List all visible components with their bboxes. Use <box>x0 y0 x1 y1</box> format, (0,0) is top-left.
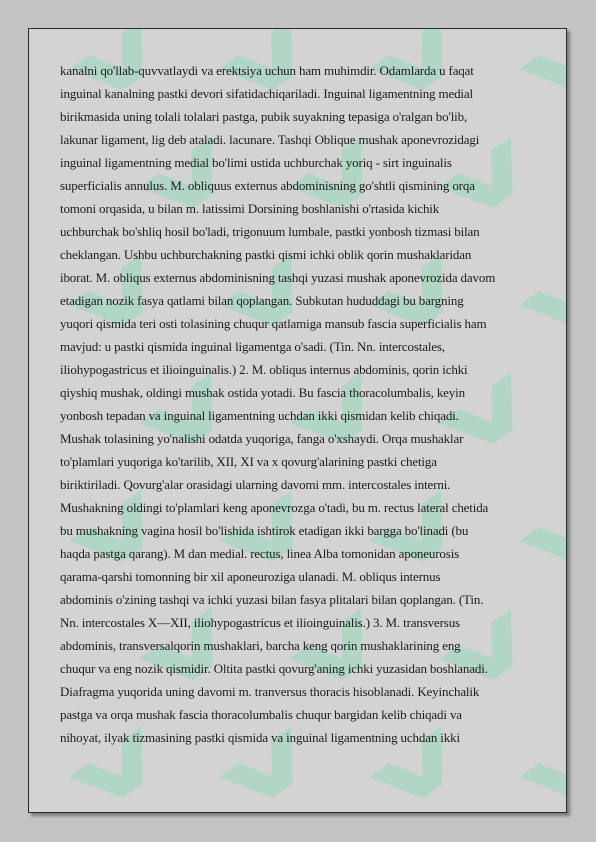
text-line: iliohypogastricus et ilioinguinalis.) 2. M. obliqus internus abdominis, qorin ichki <box>60 362 468 377</box>
text-line: Diafragma yuqorida uning davomi m. tranversus thoracis hisoblanadi. Keyinchalik <box>60 684 480 699</box>
text-line: Mushak tolasining yo'nalishi odatda yuqoriga, fanga o'xshaydi. Orqa mushaklar <box>60 431 464 446</box>
text-line: qiyshiq mushak, oldingi mushak ostida yotadi. Bu fascia thoracolumbalis, keyin <box>60 385 465 400</box>
text-line: cheklangan. Ushbu uchburchakning pastki qismi ichki oblik qorin mushaklaridan <box>60 247 472 262</box>
text-line: bu mushakning vagina hosil bo'lishida ishtirok etadigan ikki bargga bo'linadi (bu <box>60 523 469 538</box>
text-line: kanalni qo'llab-quvvatlaydi va erektsiya uchun ham muhimdir. Odamlarda u faqat <box>60 63 474 78</box>
text-line: inguinal ligamentning medial bo'limi ustida uchburchak yoriq - sirt inguinalis <box>60 155 452 170</box>
text-line: pastga va orqa mushak fascia thoracolumbalis chuqur bargidan kelib chiqadi va <box>60 707 462 722</box>
text-line: qarama-qarshi tomonning bir xil aponeuroziga ulanadi. M. obliqus internus <box>60 569 441 584</box>
text-line: birikmasida uning tolali tolalari pastga, pubik suyakning tepasiga o'ralgan bo'lib, <box>60 109 468 124</box>
text-line: haqda pastga qarang). M dan medial. rectus, linea Alba tomonidan aponeurosis <box>60 546 460 561</box>
text-line: uchburchak bo'shliq hosil bo'ladi, trigonuum lumbale, pastki yonbosh tizmasi bilan <box>60 224 480 239</box>
text-line: mavjud: u pastki qismida inguinal ligamentga o'sadi. (Tin. Nn. intercostales, <box>60 339 445 354</box>
document-page <box>28 28 567 813</box>
text-line: to'plamlari yuqoriga ko'tarilib, XII, XI va x qovurg'alarining pastki chetiga <box>60 454 437 469</box>
text-line: chuqur va eng nozik qismidir. Oltita pastki qovurg'aning ichki yuzasidan boshlanadi. <box>60 661 488 676</box>
text-line: yonbosh tepadan va inguinal ligamentning uchdan ikki qismidan kelib chiqadi. <box>60 408 459 423</box>
text-line: Mushakning oldingi to'plamlari keng aponevrozga o'tadi, bu m. rectus lateral chetida <box>60 500 489 515</box>
text-line: abdominis, transversalqorin mushaklari, barcha keng qorin mushaklarining eng <box>60 638 461 653</box>
text-line: inguinal kanalning pastki devori sifatidachiqariladi. Inguinal ligamentning medial <box>60 86 473 101</box>
body-text <box>60 59 540 749</box>
text-line: tomoni orqasida, u bilan m. latissimi Dorsining boshlanishi o'rtasida kichik <box>60 201 440 216</box>
text-line: nihoyat, ilyak tizmasining pastki qismida va inguinal ligamentning uchdan ikki <box>60 730 460 745</box>
text-line: abdominis o'zining tashqi va ichki yuzasi bilan fasya plitalari bilan qoplangan. (Tin. <box>60 592 484 607</box>
text-line: etadigan nozik fasya qatlami bilan qoplangan. Subkutan hududdagi bu bargning <box>60 293 464 308</box>
text-line: yuqori qismida teri osti tolasining chuqur qatlamiga mansub fascia superficialis ham <box>60 316 487 331</box>
text-line: superficialis annulus. M. obliquus externus abdominisning go'shtli qismining orqa <box>60 178 475 193</box>
text-line: biriktiriladi. Qovurg'alar orasidagi ularning davomi mm. intercostales interni. <box>60 477 451 492</box>
text-line: Nn. intercostales X—XII, iliohypogastricus et ilioinguinalis.) 3. M. transversus <box>60 615 460 630</box>
text-line: iborat. M. obliqus externus abdominisning tashqi yuzasi mushak aponevrozida davom <box>60 270 496 285</box>
text-line: lakunar ligament, lig deb ataladi. lacunare. Tashqi Oblique mushak aponevrozidagi <box>60 132 480 147</box>
